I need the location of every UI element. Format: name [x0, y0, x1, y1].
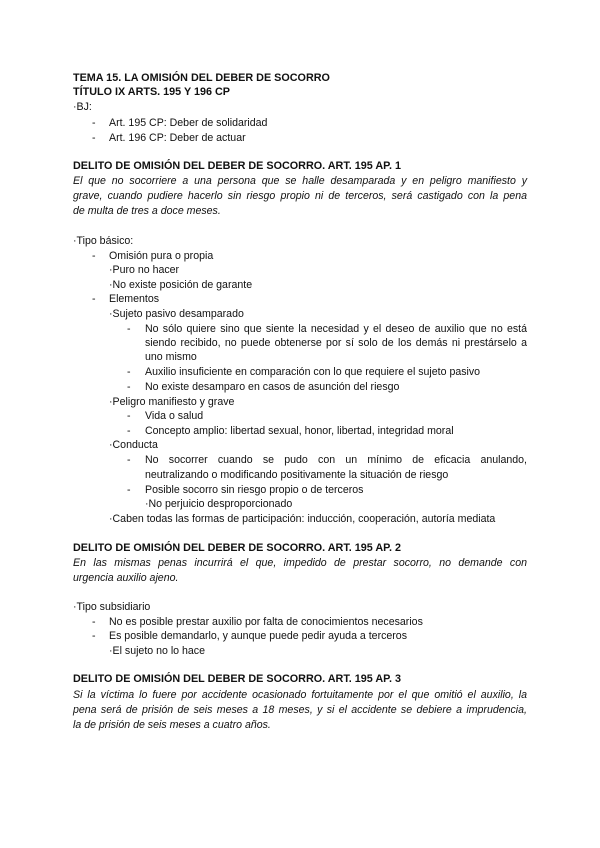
bullet-dash: - — [127, 484, 131, 496]
list-item: Es posible demandarlo, y aunque puede pedir ayuda a terceros — [109, 630, 408, 642]
sub-item: ·Peligro manifiesto y grave — [109, 396, 235, 408]
bullet-dash: - — [92, 250, 96, 262]
article-quote-line: Si la víctima lo fuere por accidente ocasionado fortuitamente por el que omitió el auxilio, la — [73, 689, 527, 701]
sub-item: ·Puro no hacer — [109, 264, 180, 276]
bullet-dash: - — [127, 425, 131, 437]
list-item-line: neutralizando o modificando positivamente la situación de riesgo — [145, 469, 449, 481]
bullet-dash: - — [92, 117, 96, 129]
bullet-dash: - — [92, 132, 96, 144]
list-item: No es posible prestar auxilio por falta de conocimientos necesarios — [109, 616, 423, 628]
sub-item: ·Sujeto pasivo desamparado — [109, 308, 244, 320]
sub-item: ·Caben todas las formas de participación: inducción, cooperación, autoría mediata — [109, 513, 496, 525]
article-quote-line: la de prisión de seis meses a cuatro años. — [73, 719, 271, 731]
list-item: Vida o salud — [145, 410, 204, 422]
bullet-dash: - — [127, 366, 131, 378]
list-item: Auxilio insuficiente en comparación con lo que requiere el sujeto pasivo — [145, 366, 481, 378]
article-quote-line: urgencia auxilio ajeno. — [73, 572, 179, 584]
document-subtitle: TÍTULO IX ARTS. 195 Y 196 CP — [73, 86, 231, 98]
bullet-dash: - — [127, 323, 131, 335]
bj-label: ·BJ: — [73, 101, 92, 113]
list-item-line: siendo recibido, no puede obtenerse por sí solo de los demás ni prestárselo a — [145, 337, 527, 349]
section-heading: DELITO DE OMISIÓN DEL DEBER DE SOCORRO. ART. 195 AP. 3 — [73, 673, 401, 685]
article-quote-line: de multa de tres a doce meses. — [73, 205, 221, 217]
list-item: Posible socorro sin riesgo propio o de terceros — [145, 484, 364, 496]
tipo-label: ·Tipo básico: — [73, 235, 134, 247]
document-title: TEMA 15. LA OMISIÓN DEL DEBER DE SOCORRO — [73, 72, 330, 84]
sub-item: ·Conducta — [109, 439, 158, 451]
bullet-dash: - — [92, 616, 96, 628]
list-item-line: No sólo quiere sino que siente la necesidad y el deseo de auxilio que no está — [145, 323, 527, 335]
section-heading: DELITO DE OMISIÓN DEL DEBER DE SOCORRO. ART. 195 AP. 1 — [73, 160, 401, 172]
list-item: Concepto amplio: libertad sexual, honor, libertad, integridad moral — [145, 425, 454, 437]
sub-item: ·No perjuicio desproporcionado — [145, 498, 293, 510]
bj-item: Art. 195 CP: Deber de solidaridad — [109, 117, 268, 129]
article-quote-line: En las mismas penas incurrirá el que, impedido de prestar socorro, no demande con — [73, 557, 527, 569]
list-item: Omisión pura o propia — [109, 250, 214, 262]
list-item: Elementos — [109, 293, 160, 305]
bullet-dash: - — [127, 454, 131, 466]
list-item-line: No socorrer cuando se pudo con un mínimo de eficacia anulando, — [145, 454, 527, 466]
sub-item: ·El sujeto no lo hace — [109, 645, 205, 657]
bullet-dash: - — [92, 293, 96, 305]
bullet-dash: - — [127, 410, 131, 422]
bullet-dash: - — [127, 381, 131, 393]
list-item: No existe desamparo en casos de asunción del riesgo — [145, 381, 400, 393]
list-item-line: uno mismo — [145, 351, 197, 363]
section-heading: DELITO DE OMISIÓN DEL DEBER DE SOCORRO. ART. 195 AP. 2 — [73, 542, 401, 554]
tipo-label: ·Tipo subsidiario — [73, 601, 151, 613]
sub-item: ·No existe posición de garante — [109, 279, 253, 291]
article-quote-line: pena será de prisión de seis meses a 18 meses, y si el accidente se debiere a imprudencia, — [73, 704, 527, 716]
article-quote-line: El que no socorriere a una persona que se halle desamparada y en peligro manifiesto y — [73, 175, 527, 187]
bullet-dash: - — [92, 630, 96, 642]
bj-item: Art. 196 CP: Deber de actuar — [109, 132, 246, 144]
article-quote-line: grave, cuando pudiere hacerlo sin riesgo propio ni de terceros, será castigado con la pena — [73, 190, 527, 202]
